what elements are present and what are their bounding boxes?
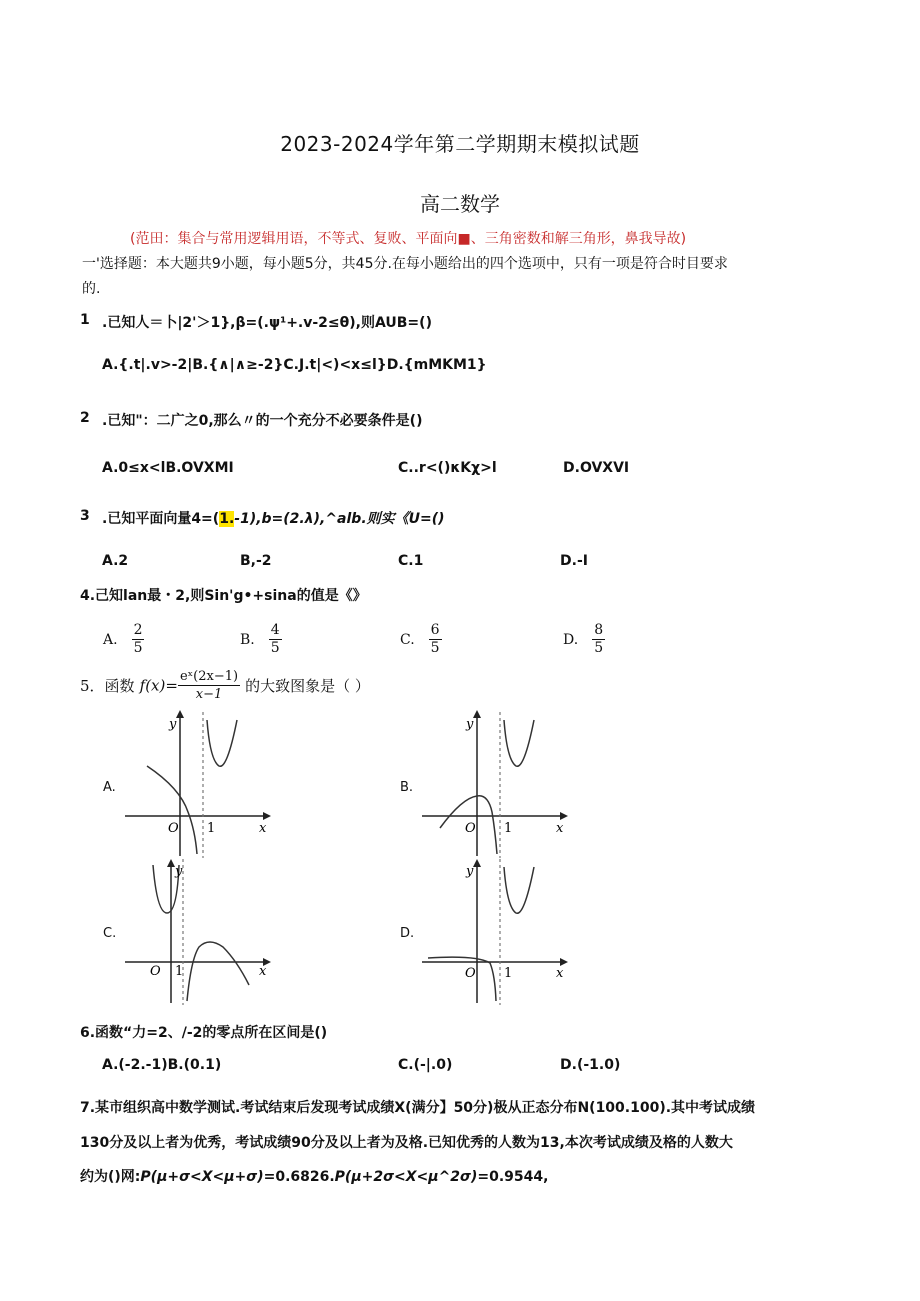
graph-b-one: 1: [504, 821, 513, 836]
graph-b-x-label: x: [556, 821, 564, 836]
q4-option-d-num: 8: [594, 622, 604, 638]
graph-c-y-label: y: [175, 864, 183, 879]
graph-c-right-branch: [187, 942, 249, 1001]
graph-d-x-arrow: [560, 958, 568, 966]
q5-graph-a: [125, 708, 275, 858]
q5-graph-c: [125, 855, 275, 1005]
graph-a-x-label: x: [259, 821, 267, 836]
graph-b-origin: O: [465, 821, 476, 836]
q2-option-ab: A.0≤x<lB.OVXMI: [102, 460, 234, 476]
q3-option-d: D.-I: [560, 553, 588, 569]
q4-option-b-label: B.: [240, 631, 255, 648]
q4-option-d-fraction: [592, 622, 605, 657]
q7-line1: 7.某市组织高中数学测试.考试结束后发现考试成绩X(满分】50分)极从正态分布N(100.100).其中考试成绩: [80, 1100, 756, 1116]
q5-denominator: x−1: [195, 687, 223, 702]
q5-stem: [80, 668, 370, 703]
graph-d-origin: O: [465, 966, 476, 981]
q4-option-a-fraction: [132, 622, 145, 657]
q7-formula1: P(μ+σ<X<μ+σ): [140, 1169, 264, 1185]
q5-graph-a-label: A.: [103, 780, 116, 795]
q5-graph-d-label: D.: [400, 926, 415, 941]
q3-highlight: 1.: [219, 511, 235, 527]
graph-d-left-branch: [428, 957, 496, 1001]
q7-value1: =0.6826.: [263, 1169, 335, 1185]
q4-option-b-den: 5: [270, 640, 280, 656]
q1-number: 1: [80, 312, 90, 328]
q4-option-d-label: D.: [563, 631, 579, 648]
q5-prefix: 5．函数: [80, 677, 135, 695]
q2-option-c: C..r<()κKχ>l: [398, 460, 497, 476]
graph-d-y-label: y: [466, 864, 474, 879]
exam-scope: (范田：集合与常用逻辑用语，不等式、复败、平面向■、三角密数和解三角形，鼻我导故): [130, 231, 687, 247]
q3-stem-post: -1),b=(2.λ),^alb.则实《U=(): [234, 511, 445, 527]
q3-option-b: B,-2: [240, 553, 272, 569]
q4-option-a-den: 5: [133, 640, 143, 656]
q4-option-a: [103, 622, 144, 657]
graph-a-one: 1: [207, 821, 216, 836]
section-intro-line1: 一'选择题：本大题共9小题，每小题5分，共45分.在每小题给出的四个选项中，只有一项是符合时目要求: [82, 256, 728, 272]
section-intro-line2: 的.: [82, 281, 101, 297]
graph-a-y-label: y: [169, 717, 177, 732]
q4-option-c-num: 6: [430, 622, 440, 638]
q4-option-c-label: C.: [400, 631, 415, 648]
q1-stem: .已知人＝卜|2'＞1},β=(.ψ¹+.v-2≤θ),则AUB=(): [102, 315, 432, 331]
graph-b-right-branch: [504, 720, 534, 766]
graph-a-y-arrow: [176, 710, 184, 718]
graph-b-x-arrow: [560, 812, 568, 820]
q4-option-b-num: 4: [270, 622, 280, 638]
q4-option-c-den: 5: [430, 640, 440, 656]
graph-a-x-arrow: [263, 812, 271, 820]
q4-option-d: [563, 622, 605, 657]
q6-stem: 6.函数“力=2、/-2的零点所在区间是(): [80, 1025, 328, 1041]
graph-b-y-label: y: [466, 717, 474, 732]
q4-stem: 4.己知lan最・2,则Sin'g•+sina的值是《》: [80, 588, 367, 604]
graph-a-right-branch: [207, 720, 237, 766]
graph-d-right-branch: [504, 867, 534, 913]
q3-stem: [102, 508, 445, 528]
graph-d-one: 1: [504, 966, 513, 981]
q4-option-a-num: 2: [133, 622, 143, 638]
q5-graph-d: [422, 855, 572, 1005]
graph-a-origin: O: [168, 821, 179, 836]
q4-option-d-den: 5: [594, 640, 604, 656]
exam-title: 2023-2024学年第二学期期末模拟试题: [280, 132, 640, 156]
graph-c-x-label: x: [259, 964, 267, 979]
graph-c-one: 1: [175, 964, 184, 979]
q4-option-c-fraction: [429, 622, 442, 657]
q4-option-b: [240, 622, 282, 657]
q7-value2: =0.9544,: [477, 1169, 549, 1185]
q2-stem: .已知"：二广之0,那么〃的一个充分不必要条件是(): [102, 413, 423, 429]
q3-option-a: A.2: [102, 553, 129, 569]
graph-d-y-arrow: [473, 859, 481, 867]
graph-a-left-branch: [147, 766, 197, 854]
q6-option-ab: A.(-2.-1)B.(0.1): [102, 1057, 222, 1073]
graph-b-y-arrow: [473, 710, 481, 718]
graph-c-y-arrow: [167, 859, 175, 867]
q6-option-d: D.(-1.0): [560, 1057, 621, 1073]
graph-c-origin: O: [150, 964, 161, 979]
q7-line3-pre: 约为()网:: [80, 1169, 141, 1185]
q5-graph-b: [422, 708, 572, 858]
q5-graph-b-label: B.: [400, 780, 414, 795]
q4-option-b-fraction: [269, 622, 282, 657]
q5-suffix: 的大致图象是（ ）: [245, 677, 370, 695]
q4-option-a-label: A.: [103, 631, 118, 648]
q5-fx: f(x)=: [139, 676, 178, 695]
q3-stem-pre: .已知平面向量4=(: [102, 511, 220, 527]
q2-option-d: D.OVXVI: [563, 460, 630, 476]
graph-d-x-label: x: [556, 966, 564, 981]
q3-number: 3: [80, 508, 90, 524]
q7-line2: 130分及以上者为优秀，考试成绩90分及以上者为及格.已知优秀的人数为13,本次考试成绩及格的人数大: [80, 1135, 733, 1151]
q5-numerator: eˣ(2x−1): [179, 669, 239, 684]
q1-options: A.{.t|.v>-2|B.{∧|∧≥-2}C.J.t|<)<x≤l}D.{mMKM1}: [102, 357, 487, 373]
q5-graph-c-label: C.: [103, 926, 117, 941]
q3-option-c: C.1: [398, 553, 424, 569]
q5-fraction: [178, 668, 240, 703]
q4-option-c: [400, 622, 442, 657]
q2-number: 2: [80, 410, 90, 426]
exam-subject: 高二数学: [420, 192, 500, 216]
q7-formula2: P(μ+2σ<X<μ^2σ): [334, 1169, 478, 1185]
q7-line3: [80, 1166, 548, 1186]
q6-option-c: C.(-|.0): [398, 1057, 453, 1073]
